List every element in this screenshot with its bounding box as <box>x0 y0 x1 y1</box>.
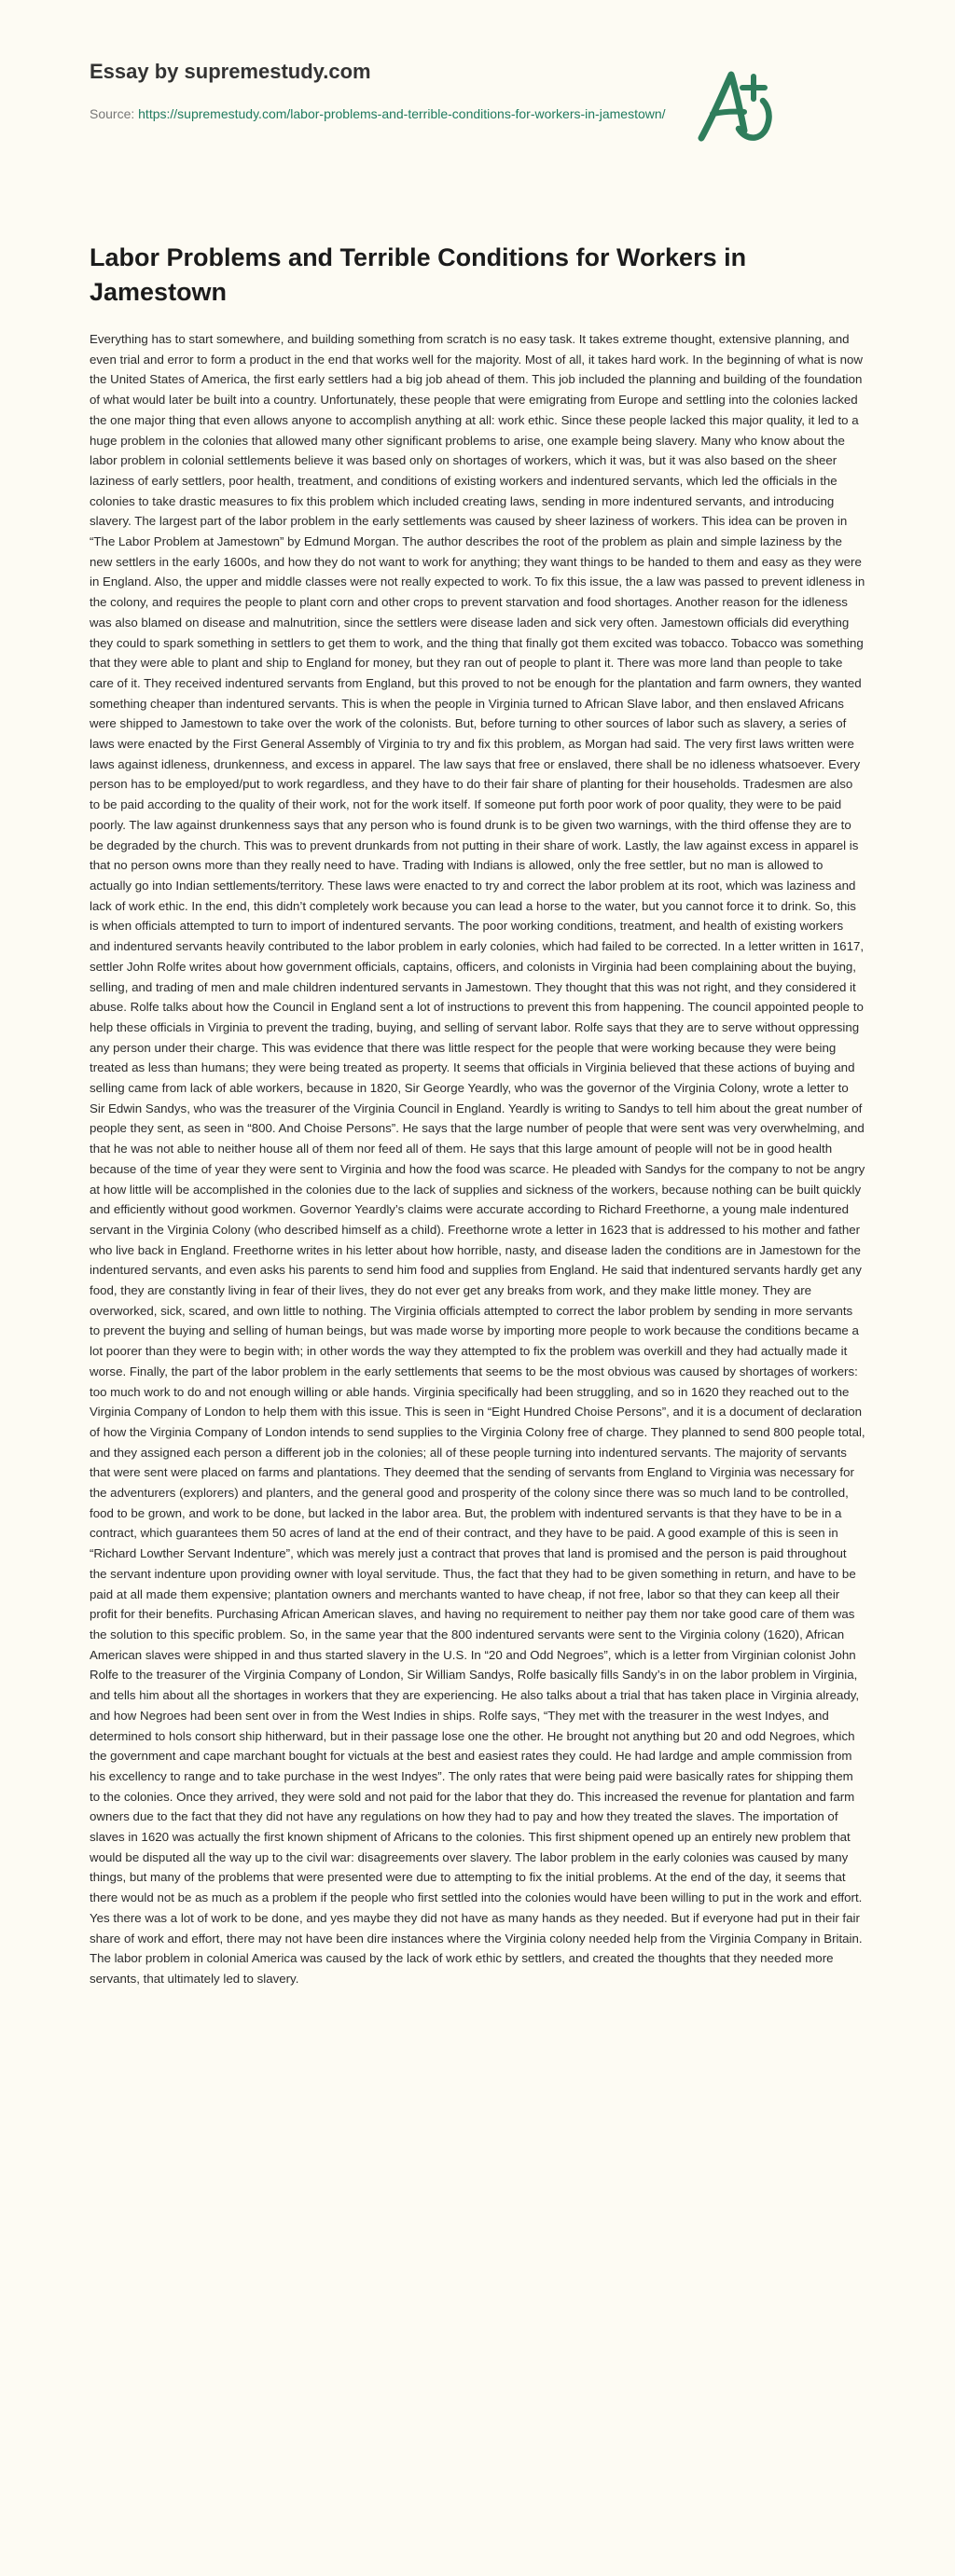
a-plus-logo-icon <box>692 63 776 149</box>
site-title: Essay by supremestudy.com <box>90 60 371 83</box>
essay-title: Labor Problems and Terrible Conditions for Workers in Jamestown <box>90 243 747 306</box>
site-header <box>90 0 865 168</box>
source-link[interactable]: https://supremestudy.com/labor-problems-and-terrible-conditions-for-workers-in-jamestown/ <box>138 106 666 121</box>
source-line <box>90 104 696 124</box>
source-label: Source: <box>90 106 139 121</box>
essay-body: Everything has to start somewhere, and building something from scratch is no easy task. It takes extreme thought, extensive planning, and even trial and error to form a product in the end that works well for the majority. Most of all, it takes hard work. In the beginning of what is now the United States of America, the first early settlers had a big job ahead of them. This job included the planning and building of the foundation of what would later be built into a country. Unfortunately, these people that were emigrating from Europe and settling into the colonies lacked the one major thing that even allows anyone to accomplish anything at all: work ethic. Since these people lacked this major quality, it led to a huge problem in the colonies that allowed many other significant problems to arise, one example being slavery. Many who know about the labor problem in colonial settlements believe it was based only on shortages of workers, which it was, but it was also based on the sheer laziness of early settlers, poor health, treatment, and conditions of existing workers and indentured servants, which led the officials in the colonies to take drastic measures to fix this problem which included creating laws, sending in more indentured servants, and introducing slavery. The largest part of the labor problem in the early settlements was caused by sheer laziness of workers. This idea can be proven in “The Labor Problem at Jamestown” by Edmund Morgan. The author describes the root of the problem as plain and simple laziness by the new settlers in the early 1600s, and how they do not want to work for anything; they want things to be handed to them and easy as they were in England. Also, the upper and middle classes were not really expected to work. To fix this issue, the a law was passed to prevent idleness in the colony, and requires the people to plant corn and other crops to prevent starvation and food shortages. Another reason for the idleness was also blamed on disease and malnutrition, since the settlers were disease laden and sick very often. Jamestown officials did everything they could to spark something in settlers to get them to work, and the thing that finally got them excited was tobacco. Tobacco was something that they were able to plant and ship to England for money, but they ran out of people to plant it. There was more land than people to take care of it. They received indentured servants from England, but this proved to not be enough for the plantation and farm owners, they wanted something cheaper than indentured servants. This is when the people in Virginia turned to African Slave labor, and then enslaved Africans were shipped to Jamestown to take over the work of the colonists. But, before turning to other sources of labor such as slavery, a series of laws were enacted by the First General Assembly of Virginia to try and fix this problem, as Morgan had said. The very first laws written were laws against idleness, drunkenness, and excess in apparel. The law says that free or enslaved, there shall be no idleness whatsoever. Every person has to be employed/put to work regardless, and they have to do their fair share of planting for their households. Tradesmen are also to be paid according to the quality of their work, not for the work itself. If someone put forth poor work of poor quality, they were to be paid poorly. The law against drunkenness says that any person who is found drunk is to be given two warnings, with the third offense they are to be degraded by the church. This was to prevent drunkards from not putting in their share of work. Lastly, the law against excess in apparel is that no person owns more than they really need to have. Trading with Indians is allowed, only the free settler, but no man is allowed to actually go into Indian settlements/territory. These laws were enacted to try and correct the labor problem at its root, which was laziness and lack of work ethic. In the end, this didn’t completely work because you can lead a horse to the water, but you cannot force it to drink. So, this is when officials attempted to turn to import of indentured servants. The poor working conditions, treatment, and health of existing workers and indentured servants heavily contributed to the labor problem in early colonies, which had failed to be corrected. In a letter written in 1617, settler John Rolfe writes about how government officials, captains, officers, and colonists in Virginia had been complaining about the buying, selling, and trading of men and male children indentured servants in Jamestown. They thought that this was not right, and they considered it abuse. Rolfe talks about how the Council in England sent a lot of instructions to prevent this from happening. The council appointed people to help these officials in Virginia to prevent the trading, buying, and selling of servant labor. Rolfe says that they are to serve without oppressing any person under their charge. This was evidence that there was little respect for the people that were working because they were being treated as less than humans; they were being treated as property. It seems that officials in Virginia believed that these actions of buying and selling came from lack of able workers, because in 1820, Sir George Yeardly, who was the governor of the Virginia Colony, wrote a letter to Sir Edwin Sandys, who was the treasurer of the Virginia Council in England. Yeardly is writing to Sandys to tell him about the great number of people they sent, as seen in “800. And Choise Persons”. He says that the large number of people that were sent was very overwhelming, and that he was not able to neither house all of them nor feed all of them. He says that this large amount of people will not be in good health because of the time of year they were sent to Virginia and how the food was scarce. He pleaded with Sandys for the company to not be angry at how little will be accomplished in the colonies due to the lack of supplies and sickness of the workers, because nothing can be built quickly and efficiently without good workmen. Governor Yeardly’s claims were accurate according to Richard Freethorne, a young male indentured servant in the Virginia Colony (who described himself as a child). Freethorne wrote a letter in 1623 that is addressed to his mother and father who live back in England. Freethorne writes in his letter about how horrible, nasty, and disease laden the conditions are in Jamestown for the indentured servants, and even asks his parents to send him food and supplies from England. He said that indentured servants hardly get any food, they are constantly living in fear of their lives, they do not ever get any breaks from work, and they make little money. They are overworked, sick, scared, and own little to nothing. The Virginia officials attempted to correct the labor problem by sending in more servants to prevent the buying and selling of human beings, but was made worse by importing more people to work because the conditions became a lot poorer than they were to begin with; in other words the way they attempted to fix the problem was overkill and they had actually made it worse. Finally, the part of the labor problem in the early settlements that seems to be the most obvious was caused by shortages of workers: too much work to do and not enough willing or able hands. Virginia specifically had been struggling, and so in 1620 they reached out to the Virginia Company of London to help them with this issue. This is seen in “Eight Hundred Choise Persons”, and it is a document of declaration of how the Virginia Company of London intends to send supplies to the Virginia Colony free of charge. They planned to send 800 people total, and they assigned each person a different job in the colonies; all of these people turning into indentured servants. The majority of servants that were sent were placed on farms and plantations. They deemed that the sending of servants from England to Virginia was necessary for the adventurers (explorers) and planters, and the general good and prosperity of the colony since there was so much land to be controlled, food to be grown, and work to be done, but lacked in the labor area. But, the problem with indentured servants is that they have to be in a contract, which guarantees them 50 acres of land at the end of their contract, and they have to be paid. A good example of this is seen in “Richard Lowther Servant Indenture”, which was merely just a contract that proves that land is promised and the person is paid throughout the servant indenture upon providing owner with loyal servitude. Thus, the fact that they had to be given something in return, and have to be paid at all made them expensive; plantation owners and merchants wanted to have cheap, if not free, labor so that they can keep all their profit for their benefits. Purchasing African American slaves, and having no requirement to neither pay them nor take good care of them was the solution to this specific problem. So, in the same year that the 800 indentured servants were sent to the Virginia colony (1620), African American slaves were shipped in and thus started slavery in the U.S. In “20 and Odd Negroes”, which is a letter from Virginian colonist John Rolfe to the treasurer of the Virginia Company of London, Sir William Sandys, Rolfe basically fills Sandy’s in on the labor problem in Virginia, and tells him about all the shortages in workers that they are experiencing. He also talks about a trial that has taken place in Virginia already, and how Negroes had been sent over in from the West Indies in ships. Rolfe says, “They met with the treasurer in the west Indyes, and determined to hols consort ship hitherward, but in their passage lose one the other. He brought not anything but 20 and odd Negroes, which the government and cape marchant bought for victuals at the best and easiest rates they could. He had lardge and ample commission from his excellency to range and to take purchase in the west Indyes”. The only rates that were being paid were basically rates for shipping them to the colonies. Once they arrived, they were sold and not paid for the labor that they do. This increased the revenue for plantation and farm owners due to the fact that they did not have any regulations on how they had to pay and how they treated the slaves. The importation of slaves in 1620 was actually the first known shipment of Africans to the colonies. This first shipment opened up an entirely new problem that would be disputed all the way up to the civil war: disagreements over slavery. The labor problem in the early colonies was caused by many things, but many of the problems that were presented were due to attempting to fix the initial problems. At the end of the day, it seems that there would not be as much as a problem if the people who first settled into the colonies would have been willing to put in the work and effort. Yes there was a lot of work to be done, and yes maybe they did not have as many hands as they needed. But if everyone had put in their fair share of work and effort, there may not have been dire instances where the Virginia colony needed help from the Virginia Company in Britain. The labor problem in colonial America was caused by the lack of work ethic by settlers, and created the thoughts that they needed more servants, that ultimately led to slavery. <box>90 332 865 1986</box>
